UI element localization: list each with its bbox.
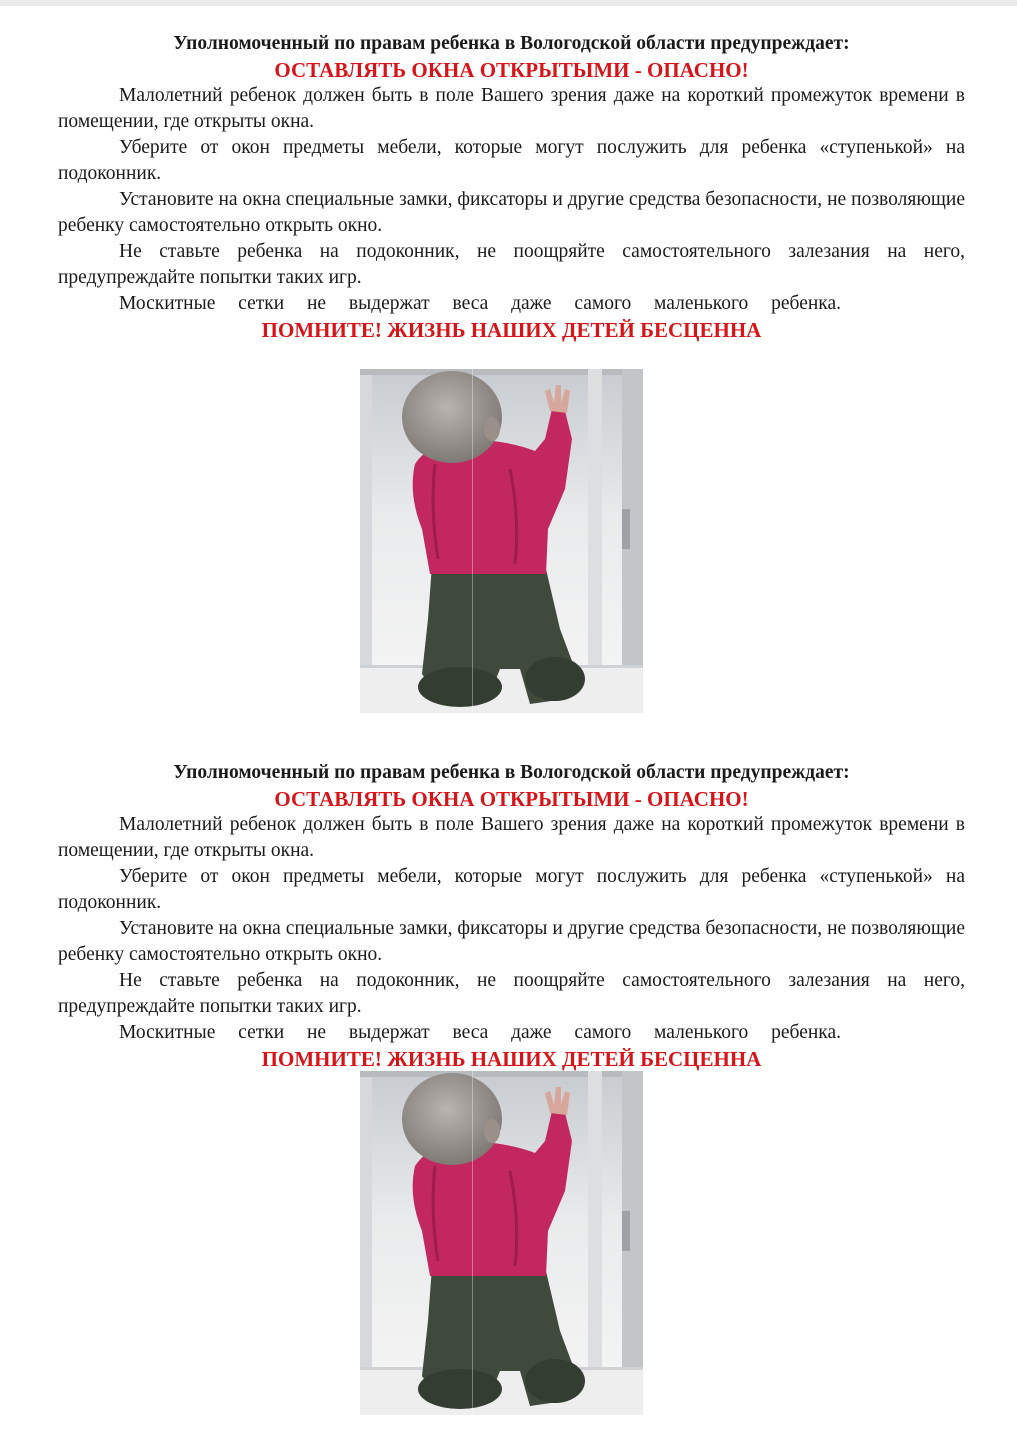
child-at-window-photo [360,369,643,713]
notice-paragraph-1: Малолетний ребенок должен быть в поле Вашего зрения даже на короткий промежуток времени в помещении, где открыты окна. [58,814,965,861]
notice-paragraph-4: Не ставьте ребенка на подоконник, не поощряйте самостоятельного залезания на него, предупреждайте попытки таких игр. [58,970,965,1017]
notice-paragraph-2: Уберите от окон предметы мебели, которые могут послужить для ребенка «ступенькой» на подоконник. [58,137,965,184]
notice-heading: Уполномоченный по правам ребенка в Вологодской области предупреждает: [173,762,850,783]
notice-2 [58,760,965,1072]
notice-paragraph-1: Малолетний ребенок должен быть в поле Вашего зрения даже на короткий промежуток времени в помещении, где открыты окна. [58,85,965,132]
notice-warning: ОСТАВЛЯТЬ ОКНА ОТКРЫТЫМИ - ОПАСНО! [274,58,749,82]
notice-paragraph-3: Установите на окна специальные замки, фиксаторы и другие средства безопасности, не позволяющие ребенку самостоятельно открыть окно. [58,189,965,236]
notice-paragraph-5: Москитные сетки не выдержат веса даже самого маленького ребенка. [119,1022,841,1043]
notice-reminder: ПОМНИТЕ! ЖИЗНЬ НАШИХ ДЕТЕЙ БЕСЦЕННА [261,318,762,342]
notice-paragraph-3: Установите на окна специальные замки, фиксаторы и другие средства безопасности, не позволяющие ребенку самостоятельно открыть окно. [58,918,965,965]
notice-warning: ОСТАВЛЯТЬ ОКНА ОТКРЫТЫМИ - ОПАСНО! [274,787,749,811]
notice-heading: Уполномоченный по правам ребенка в Вологодской области предупреждает: [173,33,850,54]
notice-paragraph-2: Уберите от окон предметы мебели, которые могут послужить для ребенка «ступенькой» на подоконник. [58,866,965,913]
child-at-window-photo [360,1071,643,1415]
notice-1 [58,31,965,343]
notice-paragraph-4: Не ставьте ребенка на подоконник, не поощряйте самостоятельного залезания на него, предупреждайте попытки таких игр. [58,241,965,288]
notice-paragraph-5: Москитные сетки не выдержат веса даже самого маленького ребенка. [119,293,841,314]
notice-reminder: ПОМНИТЕ! ЖИЗНЬ НАШИХ ДЕТЕЙ БЕСЦЕННА [261,1047,762,1071]
top-edge-strip [0,0,1017,6]
